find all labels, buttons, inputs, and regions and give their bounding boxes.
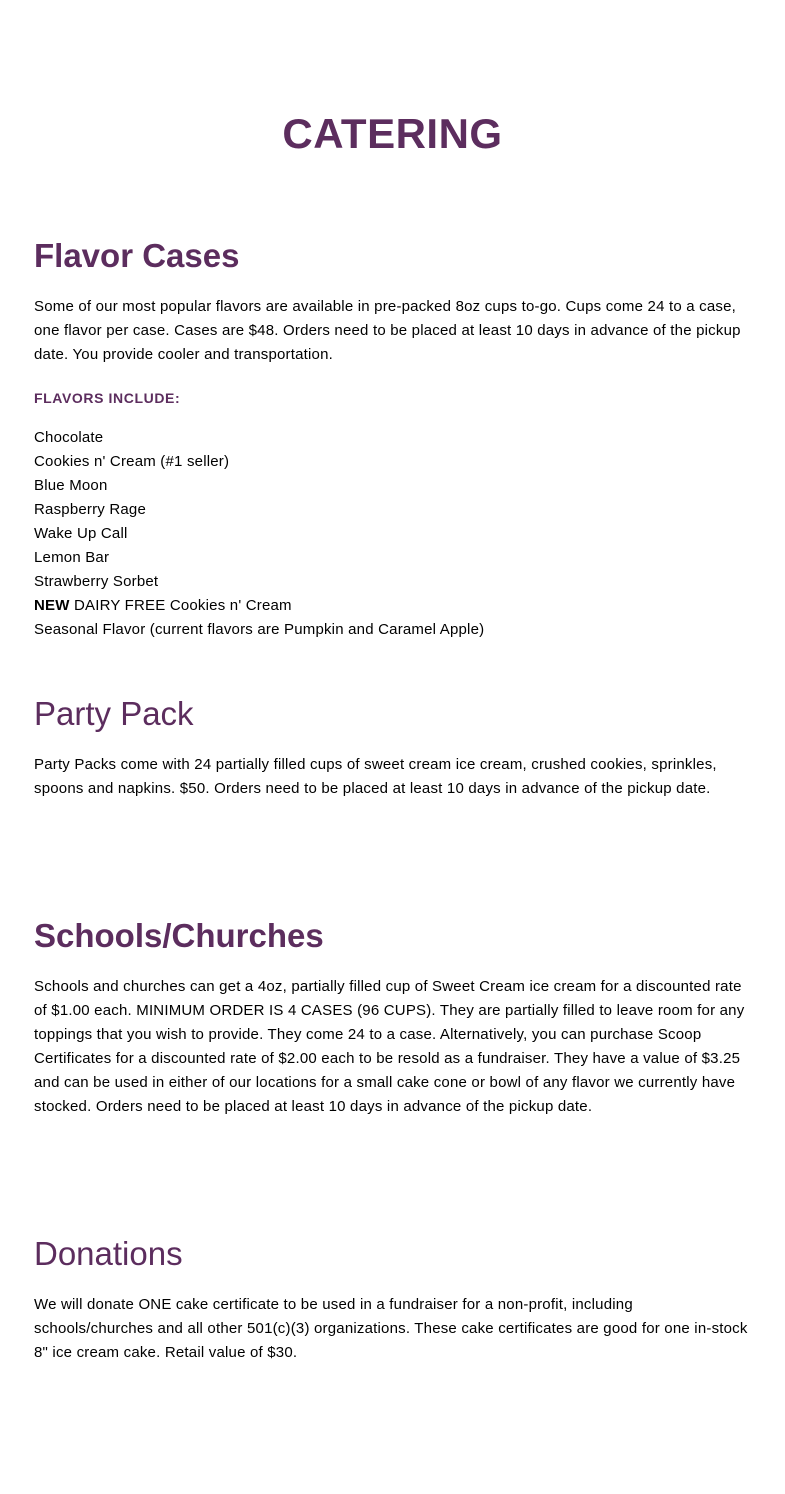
list-item: Cookies n' Cream (#1 seller) [34,453,230,470]
flavor-cases-section [34,236,754,642]
flavor-list [34,426,754,642]
party-pack-heading: Party Pack [34,695,194,732]
list-item: Wake Up Call [34,525,128,542]
donations-description: We will donate ONE cake certificate to be used in a fundraiser for a non-profit, including schools/churches and all other 501(c)(3) organizations. These cake certificates are good for one in-stock 8" ice cream cake. Retail value of $30. [34,1296,748,1361]
list-item-seasonal-flavor: Seasonal Flavor (current flavors are Pumpkin and Caramel Apple) [34,621,485,638]
list-item: Chocolate [34,429,104,446]
list-item: Strawberry Sorbet [34,573,159,590]
list-item: Lemon Bar [34,549,110,566]
donations-heading: Donations [34,1235,183,1272]
flavors-include-label: FLAVORS INCLUDE: [34,390,181,406]
schools-churches-heading: Schools/Churches [34,917,324,954]
party-pack-description: Party Packs come with 24 partially filled cups of sweet cream ice cream, crushed cookies, sprinkles, spoons and napkins. $50. Orders need to be placed at least 10 days in advance of the pickup date. [34,756,717,797]
flavor-cases-description: Some of our most popular flavors are available in pre-packed 8oz cups to-go. Cups come 24 to a case, one flavor per case. Cases are $48. Orders need to be placed at least 10 days in advance of the pickup date. You provide cooler and transportation. [34,298,741,363]
flavor-cases-heading: Flavor Cases [34,237,240,274]
schools-churches-section [34,916,754,1119]
page-title: CATERING [282,110,503,157]
list-item: Blue Moon [34,477,108,494]
new-flavor-name: DAIRY FREE Cookies n' Cream [69,597,292,614]
list-item: Raspberry Rage [34,501,147,518]
donations-section [34,1234,754,1365]
list-item-new-flavor [34,594,754,618]
schools-churches-description: Schools and churches can get a 4oz, partially filled cup of Sweet Cream ice cream for a discounted rate of $1.00 each. MINIMUM ORDER IS 4 CASES (96 CUPS). They are partially filled to leave room for any toppings that you wish to provide. They come 24 to a case. Alternatively, you can purchase Scoop Certificates for a discounted rate of $2.00 each to be resold as a fundraiser. They have a value of $3.25 and can be used in either of our locations for a small cake cone or bowl of any flavor we currently have stocked. Orders need to be placed at least 10 days in advance of the pickup date. [34,978,745,1115]
new-badge: NEW [34,597,70,614]
party-pack-section [34,694,754,801]
